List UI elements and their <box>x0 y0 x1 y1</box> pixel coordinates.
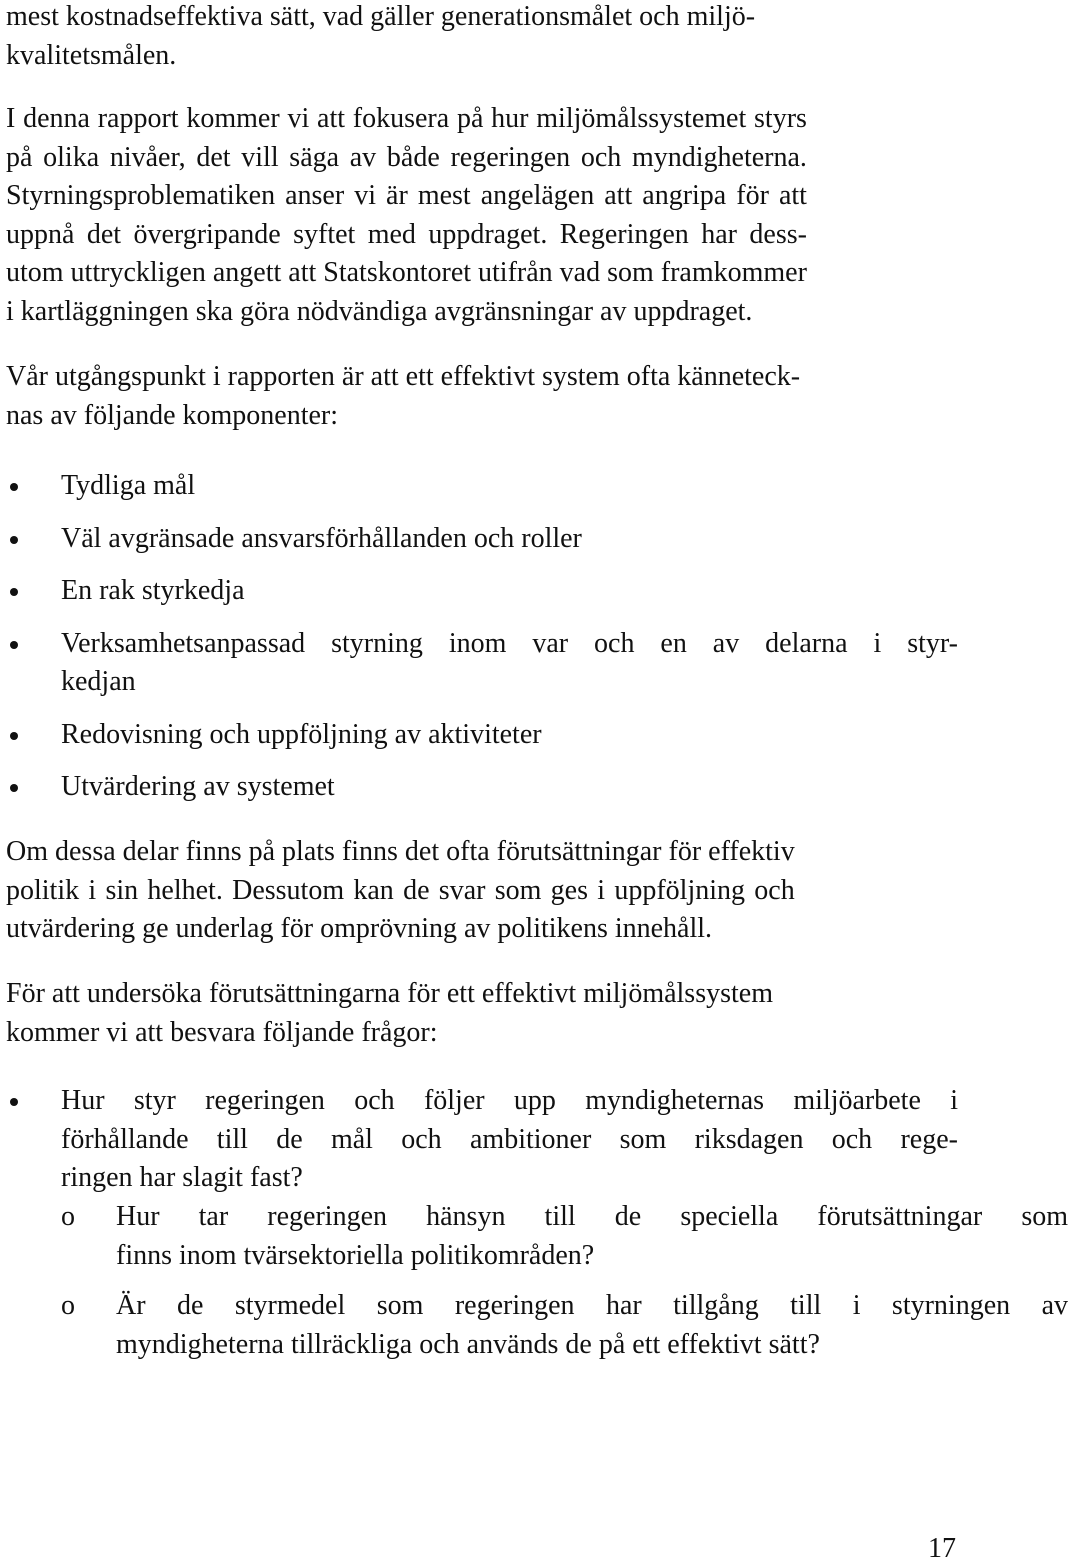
sub-question-text: finns inom tvärsektoriella politikområden? <box>116 1239 595 1271</box>
list-item-text: Tydliga mål <box>61 470 196 501</box>
list-item <box>6 467 958 506</box>
text-line: uppnå det övergripande syftet med uppdraget. Regeringen har dess- <box>6 218 807 250</box>
list-item-text: Redovisning och uppföljning av aktiviteter <box>61 718 542 750</box>
list-item-text: Väl avgränsade ansvarsförhållanden och roller <box>61 522 582 554</box>
sub-question-text: Hur tar regeringen hänsyn till de speciella förutsättningar som <box>116 1201 1068 1232</box>
text-line: i kartläggningen ska göra nödvändiga avgränsningar av uppdraget. <box>6 295 753 327</box>
sub-question-text: Är de styrmedel som regeringen har tillgång till i styrningen av <box>116 1290 1068 1321</box>
list-item <box>6 520 958 559</box>
text-line: Vår utgångspunkt i rapporten är att ett effektivt system ofta känneteck- <box>6 361 801 392</box>
text-line: nas av följande komponenter: <box>6 399 339 431</box>
paragraph-prerequisites <box>6 833 795 949</box>
text-line: utom uttryckligen angett att Statskontoret utifrån vad som framkommer <box>6 257 807 288</box>
list-item <box>6 716 958 755</box>
text-line: Styrningsproblematiken anser vi är mest angelägen att angripa för att <box>6 180 807 211</box>
list-item-text: Verksamhetsanpassad styrning inom var och en av delarna i styr- <box>61 627 958 659</box>
components-list <box>6 467 958 821</box>
list-item <box>6 625 958 702</box>
sub-question-text: myndigheterna tillräckliga och används de på ett effektivt sätt? <box>116 1328 820 1360</box>
text-line: politik i sin helhet. Dessutom kan de svar som ges i uppföljning och <box>6 874 795 906</box>
circle-bullet-icon: o <box>61 1201 75 1232</box>
list-item-text: Hur styr regeringen och följer upp myndigheternas miljöarbete i <box>61 1085 958 1116</box>
paragraph-questions-intro <box>6 975 773 1052</box>
text-line: kommer vi att besvara följande frågor: <box>6 1016 438 1048</box>
page-number: 17 <box>928 1533 956 1564</box>
circle-bullet-icon: o <box>61 1290 75 1321</box>
text-line: kvalitetsmålen. <box>6 39 177 71</box>
text-line: utvärdering ge underlag för omprövning av politikens innehåll. <box>6 913 713 944</box>
text-line: För att undersöka förutsättningarna för ett effektivt miljömålssystem <box>6 978 773 1009</box>
list-item-text: Utvärdering av systemet <box>61 771 335 802</box>
text-line: mest kostnadseffektiva sätt, vad gäller generationsmålet och miljö- <box>6 1 756 32</box>
paragraph-starting-point <box>6 358 800 435</box>
paragraph-report-focus <box>6 100 807 331</box>
questions-list <box>6 1082 958 1198</box>
text-line: Om dessa delar finns på plats finns det ofta förutsättningar för effektiv <box>6 836 795 867</box>
list-item-text: förhållande till de mål och ambitioner som riksdagen och rege- <box>61 1123 958 1155</box>
text-line: på olika nivåer, det vill säga av både regeringen och myndigheterna. <box>6 141 807 173</box>
text-line: I denna rapport kommer vi att fokusera på hur miljömålssystemet styrs <box>6 103 807 134</box>
sub-question <box>6 1198 1068 1275</box>
list-item <box>6 768 958 807</box>
list-item-text: ringen har slagit fast? <box>61 1162 303 1193</box>
paragraph-intro-continuation <box>6 0 755 75</box>
list-item <box>6 1082 958 1198</box>
sub-question <box>6 1287 1068 1364</box>
list-item-text: kedjan <box>61 666 136 697</box>
list-item <box>6 572 958 611</box>
list-item-text: En rak styrkedja <box>61 575 245 606</box>
